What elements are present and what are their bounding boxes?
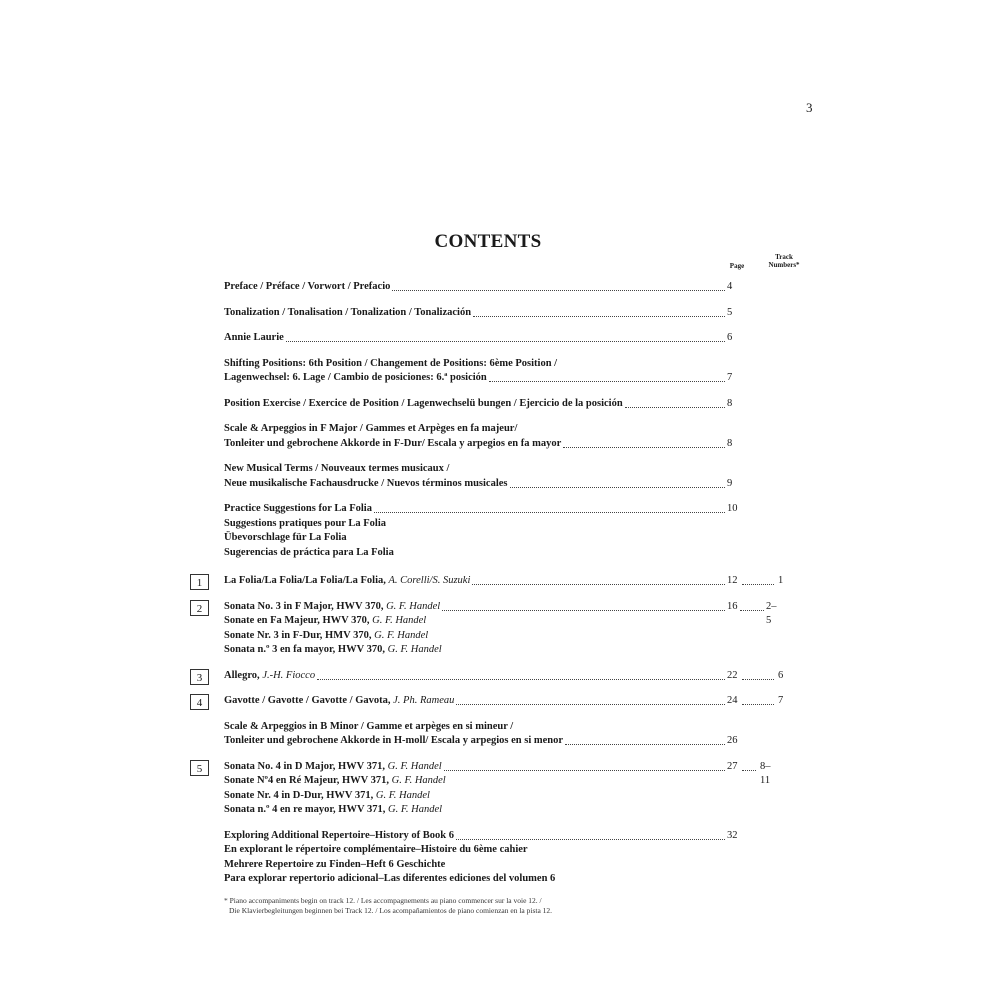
page-ref: 8 (727, 397, 733, 409)
composer: G. F. Handel (374, 629, 429, 641)
piece-number-box: 1 (190, 574, 209, 590)
composer: G. F. Handel (372, 615, 427, 626)
piece-number-box: 2 (190, 600, 209, 616)
toc-line (0, 643, 1000, 658)
page-ref: 6 (727, 332, 733, 343)
entry-title-line: Shifting Positions: 6th Position / Changement de Positions: 6ème Position / (224, 357, 558, 369)
toc-line (0, 694, 784, 709)
leader-dots (286, 331, 725, 342)
leader-dots (456, 694, 725, 705)
composer: J. Ph. Rameau (393, 695, 455, 706)
piece-title: Sonate en Fa Majeur, HWV 370, (224, 615, 373, 626)
piece-title: Gavotte / Gavotte / Gavotte / Gavota, (224, 695, 394, 706)
entry-title-line: Scale & Arpeggios in B Minor / Gamme et arpèges en si mineur / (224, 720, 514, 732)
toc-line (0, 734, 738, 749)
toc-entry[interactable] (0, 829, 1000, 887)
piece-title: Allegro, (224, 669, 263, 681)
page-ref: 9 (727, 477, 733, 489)
toc-line (0, 629, 1000, 644)
leader-dots (442, 600, 725, 611)
entry-title-line: Exploring Additional Repertoire–History of Book 6 (224, 829, 454, 841)
entry-title (224, 669, 315, 684)
entry-title-line: Übevorschlage für La Folia (224, 532, 347, 543)
leader-dots (392, 280, 725, 291)
composer: G. F. Handel (391, 775, 446, 786)
entry-title: Position Exercise / Exercice de Position / Lagenwechselü bungen / Ejercicio de la posición (224, 397, 623, 409)
piece-title: Sonata n.º 3 en fa mayor, HWV 370, (224, 644, 388, 655)
entry-title-line (224, 614, 426, 629)
entry-title-line: Neue musikalische Fachausdrucke / Nuevos términos musicales (224, 477, 508, 489)
page-ref: 22 (727, 669, 738, 681)
track-leader-dots (740, 600, 764, 611)
toc-line (0, 462, 1000, 477)
entry-title-line (224, 774, 446, 789)
leader-dots (565, 734, 725, 745)
page-ref: 24 (727, 695, 738, 706)
composer: G. F. Handel (375, 789, 430, 801)
toc-line (0, 789, 1000, 804)
page-title: CONTENTS (434, 231, 542, 252)
page-ref: 27 (727, 760, 738, 772)
track-leader-dots (742, 694, 774, 705)
entry-title (224, 694, 454, 709)
toc-line (0, 437, 733, 452)
toc-entry[interactable] (0, 422, 1000, 451)
toc-entry-numbered[interactable] (0, 760, 1000, 818)
toc-line (0, 574, 784, 589)
footnote (224, 896, 552, 916)
composer: A. Corelli/S. Suzuki (388, 575, 471, 586)
toc-entry-numbered[interactable] (0, 600, 1000, 658)
entry-title-line: Scale & Arpeggios in F Major / Gammes et Arpèges en fa majeur/ (224, 423, 518, 434)
entry-title: Tonalization / Tonalisation / Tonalization / Tonalización (224, 306, 472, 318)
leader-dots (563, 437, 725, 448)
page-ref: 4 (727, 281, 733, 292)
toc-line (0, 614, 1000, 629)
piece-title: Sonata n.º 4 en re mayor, HWV 371, (224, 804, 388, 815)
toc-entry[interactable] (0, 306, 1000, 321)
entry-title-line: Tonleiter und gebrochene Akkorde in H-moll/ Escala y arpegios en si menor (224, 735, 564, 746)
toc-line (0, 872, 1000, 887)
track-column-header (760, 253, 808, 269)
leader-dots (374, 502, 725, 513)
toc-line (0, 546, 1000, 561)
toc-entry[interactable] (0, 720, 1000, 749)
toc-line (0, 829, 738, 844)
track-ref: 2–5 (766, 600, 777, 626)
entry-title: Preface / Préface / Vorwort / Prefacio (224, 281, 391, 292)
page-ref: 7 (727, 372, 733, 383)
toc-entry[interactable] (0, 357, 1000, 386)
toc-line (0, 531, 1000, 546)
toc-line (0, 422, 1000, 437)
track-ref: 6 (778, 669, 784, 681)
toc-line (0, 397, 733, 412)
entry-title (224, 760, 442, 775)
entry-title-line: Sugerencias de práctica para La Folia (224, 546, 394, 558)
leader-dots (456, 829, 725, 840)
toc-entry[interactable] (0, 280, 1000, 295)
entry-title-line (224, 789, 430, 804)
toc-entry[interactable] (0, 331, 1000, 346)
entry-title-line: Lagenwechsel: 6. Lage / Cambio de posiciones: 6.ª posición (224, 372, 487, 383)
toc-line (0, 774, 1000, 789)
toc-line (0, 858, 1000, 873)
entry-title-line (224, 803, 442, 818)
entry-title-line: New Musical Terms / Nouveaux termes musicaux / (224, 463, 450, 474)
toc-line (0, 357, 1000, 372)
piece-title: Sonate Nr. 4 in D-Dur, HWV 371, (224, 789, 376, 801)
entry-title-line: Practice Suggestions for La Folia (224, 503, 372, 514)
entry-title-line: Para explorar repertorio adicional–Las diferentes ediciones del volumen 6 (224, 873, 556, 884)
toc-line (0, 720, 1000, 735)
leader-dots (625, 397, 725, 408)
toc-entry[interactable] (0, 462, 1000, 491)
entry-title-line: Suggestions pratiques pour La Folia (224, 517, 387, 529)
leader-dots (317, 669, 725, 680)
composer: G. F. Handel (387, 760, 442, 772)
track-ref: 8–11 (760, 760, 771, 786)
composer: G. F. Handel (387, 644, 442, 655)
leader-dots (472, 574, 725, 585)
toc-line (0, 502, 738, 517)
track-leader-dots (742, 574, 774, 585)
piece-title: Sonata No. 3 in F Major, HWV 370, (224, 600, 387, 612)
footnote-line: Die Klavierbegleitungen beginnen bei Track 12. / Los acompañamientos de piano comienzan en la pista 12. (229, 906, 553, 915)
piece-number-box: 3 (190, 669, 209, 685)
leader-dots (510, 477, 726, 488)
composer: J.-H. Fiocco (262, 669, 316, 681)
track-ref: 7 (778, 695, 784, 706)
composer: G. F. Handel (386, 600, 441, 612)
entry-title (224, 574, 470, 589)
toc-line (0, 331, 733, 346)
table-of-contents (0, 280, 1000, 898)
leader-dots (444, 760, 725, 771)
toc-line (0, 669, 784, 684)
entry-title-line: Tonleiter und gebrochene Akkorde in F-Dur/ Escala y arpegios en fa mayor (224, 437, 562, 449)
toc-line (0, 803, 1000, 818)
page-ref: 26 (727, 735, 738, 746)
track-header-line1: Track (775, 253, 793, 261)
track-leader-dots (742, 760, 756, 771)
page-ref: 10 (727, 503, 738, 514)
page-number: 3 (806, 100, 813, 115)
toc-entry[interactable] (0, 502, 1000, 560)
toc-line (0, 371, 733, 386)
toc-entry-numbered[interactable] (0, 669, 1000, 684)
leader-dots (489, 371, 725, 382)
toc-entry[interactable] (0, 397, 1000, 412)
entry-title-line (224, 629, 428, 644)
entry-title (224, 600, 440, 615)
toc-entry-numbered[interactable] (0, 694, 1000, 709)
page-ref: 32 (727, 829, 738, 841)
leader-dots (473, 306, 725, 317)
piece-title: La Folia/La Folia/La Folia/La Folia, (224, 575, 389, 586)
entry-title-line: En explorant le répertoire complémentaire–Histoire du 6ème cahier (224, 844, 528, 855)
entry-title-line: Mehrere Repertoire zu Finden–Heft 6 Geschichte (224, 858, 446, 870)
piece-title: Sonate Nº4 en Ré Majeur, HWV 371, (224, 775, 392, 786)
page-ref: 16 (727, 600, 738, 612)
track-leader-dots (742, 669, 774, 680)
toc-line (0, 843, 1000, 858)
composer: G. F. Handel (388, 804, 443, 815)
piece-number-box: 5 (190, 760, 209, 776)
toc-line (0, 477, 733, 492)
track-ref: 1 (778, 575, 784, 586)
track-header-line2: Numbers* (768, 261, 800, 269)
page-ref: 8 (727, 437, 733, 449)
toc-line (0, 280, 733, 295)
piece-number-box: 4 (190, 694, 209, 710)
entry-title: Annie Laurie (224, 332, 284, 343)
footnote-line: * Piano accompaniments begin on track 12. / Les accompagnements au piano commencer sur la voie 12. / (224, 896, 542, 905)
piece-title: Sonate Nr. 3 in F-Dur, HMV 370, (224, 629, 375, 641)
page-column-header: Page (729, 262, 745, 270)
piece-title: Sonata No. 4 in D Major, HWV 371, (224, 760, 388, 772)
toc-entry-numbered[interactable] (0, 574, 1000, 589)
page-ref: 12 (727, 575, 738, 586)
entry-title-line (224, 643, 442, 658)
toc-line (0, 306, 733, 321)
page-ref: 5 (727, 306, 733, 318)
toc-line (0, 517, 1000, 532)
